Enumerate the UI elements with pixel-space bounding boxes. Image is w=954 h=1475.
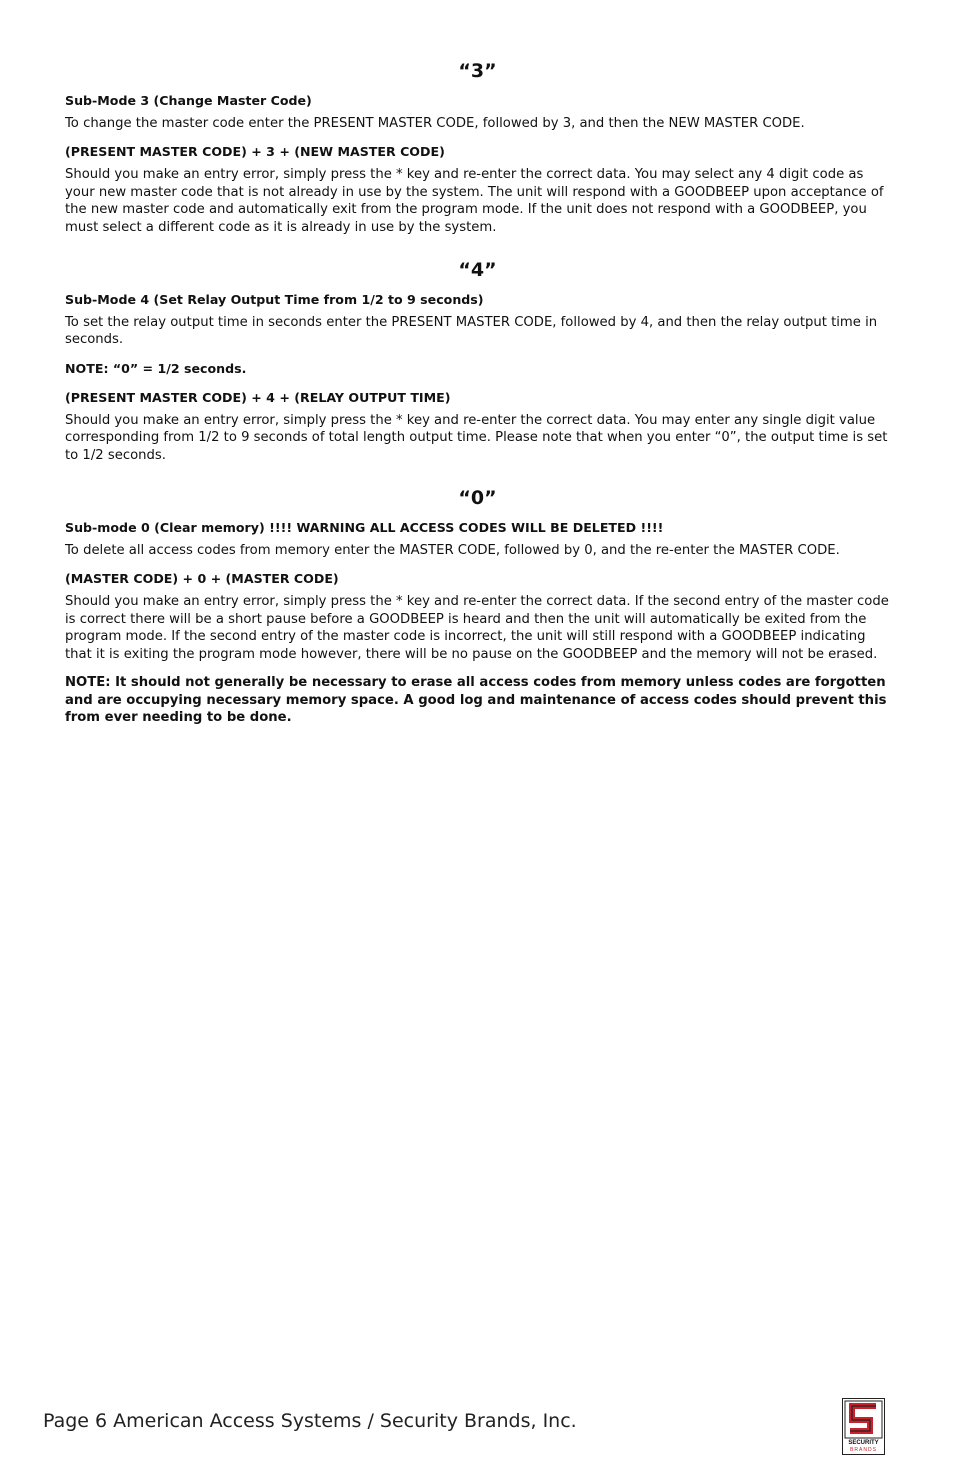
security-brands-logo-icon <box>842 1398 885 1455</box>
mode-0-heading: “0” <box>458 487 497 510</box>
sub-mode-4-note: NOTE: “0” = 1/2 seconds. <box>65 360 247 376</box>
sub-mode-3-title: Sub-Mode 3 (Change Master Code) <box>65 93 312 108</box>
logo-line2: BRANDS <box>850 1447 877 1453</box>
sub-mode-4-intro: To set the relay output time in seconds enter the PRESENT MASTER CODE, followed by 4, and then the relay output time in seconds. <box>65 315 878 348</box>
page-footer: Page 6 American Access Systems / Security Brands, Inc. <box>43 1410 577 1432</box>
sub-mode-3-body: Should you make an entry error, simply press the * key and re-enter the correct data. You may select any 4 digit code as your new master code that is not already in use by the system. The unit will respond with a GOODBEEP upon acceptance of the new master code and automatically exit from the program mode. If the unit does not respond with a GOODBEEP, you must select a different code as it is already in use by the system. <box>65 167 884 235</box>
sub-mode-0-title: Sub-mode 0 (Clear memory) !!!! WARNING ALL ACCESS CODES WILL BE DELETED !!!! <box>65 520 664 536</box>
sub-mode-4-title: Sub-Mode 4 (Set Relay Output Time from 1/2 to 9 seconds) <box>65 292 484 308</box>
sub-mode-4-formula: (PRESENT MASTER CODE) + 4 + (RELAY OUTPUT TIME) <box>65 389 451 405</box>
sub-mode-0-intro: To delete all access codes from memory enter the MASTER CODE, followed by 0, and the re-enter the MASTER CODE. <box>65 543 840 559</box>
clear-memory-note: NOTE: It should not generally be necessary to erase all access codes from memory unless codes are forgotten and are occupying necessary memory space. A good log and maintenance of access codes should prevent this from ever needing to be done. <box>65 675 887 725</box>
mode-4-heading: “4” <box>458 259 497 282</box>
sub-mode-3-intro: To change the master code enter the PRESENT MASTER CODE, followed by 3, and then the NEW MASTER CODE. <box>65 116 805 131</box>
logo-line1: SECURITY <box>848 1440 879 1446</box>
sub-mode-0-formula: (MASTER CODE) + 0 + (MASTER CODE) <box>65 571 339 587</box>
mode-3-heading: “3” <box>458 60 497 82</box>
sub-mode-3-formula: (PRESENT MASTER CODE) + 3 + (NEW MASTER CODE) <box>65 144 445 160</box>
page-content <box>65 60 890 726</box>
sub-mode-4-body: Should you make an entry error, simply press the * key and re-enter the correct data. You may enter any single digit value corresponding from 1/2 to 9 seconds of total length output time. Please note that when you enter “0”, the output time is set to 1/2 seconds. <box>65 412 888 463</box>
sub-mode-0-body: Should you make an entry error, simply press the * key and re-enter the correct data. If the second entry of the master code is correct there will be a short pause before a GOODBEEP is heard and then the unit will automatically be exited from the program mode. If the second entry of the master code is incorrect, the unit will still respond with a GOODBEEP indicating that it is exiting the program mode however, there will be no pause on the GOODBEEP and the memory will not be erased. <box>65 594 889 662</box>
